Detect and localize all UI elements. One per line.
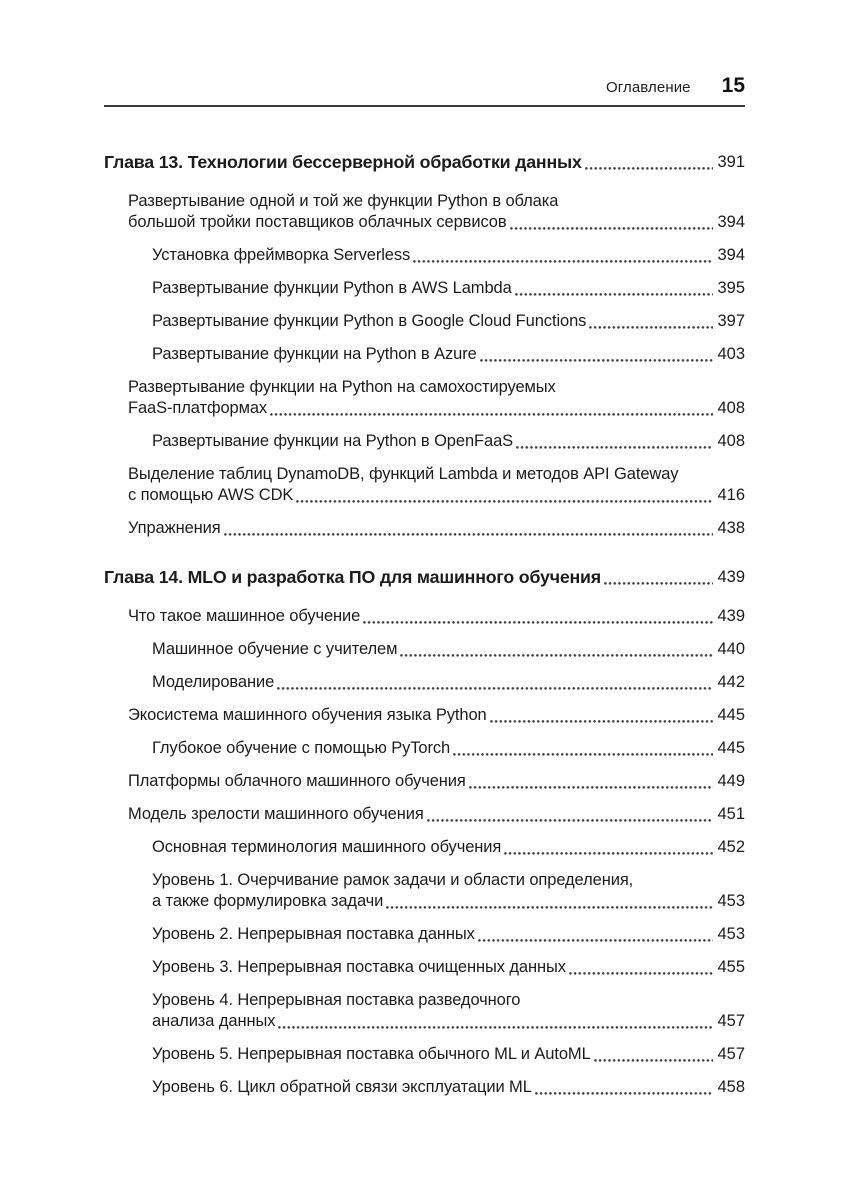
toc-entry [104, 518, 745, 539]
toc-entry [104, 245, 745, 266]
toc-entry-title: анализа данных [152, 1012, 276, 1030]
running-head: Оглавление [606, 79, 691, 96]
toc-entry-page-number: 457 [717, 1012, 745, 1030]
toc-entry-line [152, 311, 745, 332]
toc-entry-title: Развертывание функции на Python на самохостируемых [128, 378, 556, 396]
leader-dots [510, 212, 714, 233]
toc-entry-line [152, 639, 745, 660]
toc-entry-page-number: 416 [717, 486, 745, 504]
toc-entry-line [128, 485, 745, 506]
toc-entry-line [128, 804, 745, 825]
toc-entry-title: FaaS-платформах [128, 399, 268, 417]
toc-entry-page-number: 451 [717, 805, 745, 823]
toc-entry-line [152, 738, 745, 759]
toc-entry [104, 870, 745, 912]
toc-entry-line [128, 464, 745, 485]
toc-entry-line [152, 431, 745, 452]
toc-entry [104, 837, 745, 858]
toc-entry-page-number: 397 [717, 312, 745, 330]
toc-entry [104, 672, 745, 693]
toc-entry-page-number: 438 [717, 519, 745, 537]
toc-entry-line [152, 278, 745, 299]
toc-entry-page-number: 408 [717, 432, 745, 450]
leader-dots [478, 924, 714, 945]
toc-entry-title: Развертывание функции на Python в OpenFaaS [152, 432, 514, 450]
toc-entry-line [128, 771, 745, 792]
toc-entry-page-number: 395 [717, 279, 745, 297]
leader-dots [604, 567, 714, 588]
leader-dots [480, 344, 714, 365]
toc-entry-line [152, 344, 745, 365]
toc-entry [104, 639, 745, 660]
toc-entry-line [152, 990, 745, 1011]
toc-entry-line [128, 212, 745, 233]
leader-dots [277, 672, 713, 693]
toc-entry-page-number: 394 [717, 213, 745, 231]
toc-entry [104, 924, 745, 945]
toc-entry [104, 311, 745, 332]
leader-dots [535, 1077, 714, 1098]
toc-entry-title: Развертывание функции Python в Google Cloud Functions [152, 312, 587, 330]
toc-entry [104, 1044, 745, 1065]
toc-entry [104, 464, 745, 506]
toc-entry-title: Упражнения [128, 519, 221, 537]
toc-entry [104, 738, 745, 759]
leader-dots [516, 431, 713, 452]
page-content [104, 0, 745, 1138]
toc-entry-line [128, 705, 745, 726]
toc-entry [104, 344, 745, 365]
toc-list [104, 152, 745, 1138]
toc-entry-line [104, 567, 745, 588]
toc-entry-page-number: 455 [717, 958, 745, 976]
leader-dots [363, 606, 713, 627]
page-header [104, 0, 745, 107]
toc-entry-title: большой тройки поставщиков облачных сервисов [128, 213, 507, 231]
toc-entry-title: Глава 14. MLO и разработка ПО для машинного обучения [104, 567, 601, 587]
leader-dots [386, 891, 713, 912]
toc-entry-line [128, 518, 745, 539]
leader-dots [278, 1011, 713, 1032]
toc-entry-title: Глубокое обучение с помощью PyTorch [152, 739, 451, 757]
toc-entry-line [152, 891, 745, 912]
toc-entry-title: Уровень 3. Непрерывная поставка очищенных данных [152, 958, 566, 976]
leader-dots [427, 804, 714, 825]
toc-entry-page-number: 458 [717, 1078, 745, 1096]
toc-entry-line [128, 398, 745, 419]
leader-dots [413, 245, 713, 266]
toc-entry-title: с помощью AWS CDK [128, 486, 294, 504]
toc-entry-line [152, 837, 745, 858]
toc-entry-title: Моделирование [152, 673, 275, 691]
toc-entry-title: Выделение таблиц DynamoDB, функций Lambda и методов API Gateway [128, 465, 679, 483]
toc-entry-title: а также формулировка задачи [152, 892, 384, 910]
toc-entry-title: Уровень 1. Очерчивание рамок задачи и области определения, [152, 871, 634, 889]
toc-entry [104, 567, 745, 588]
toc-entry-line [152, 957, 745, 978]
folio-page-number: 15 [721, 74, 745, 97]
toc-entry-line [104, 152, 745, 173]
toc-entry-title: Экосистема машинного обучения языка Python [128, 706, 487, 724]
toc-entry-page-number: 394 [717, 246, 745, 264]
toc-entry-line [128, 606, 745, 627]
leader-dots [589, 311, 713, 332]
toc-entry [104, 804, 745, 825]
toc-entry-line [152, 924, 745, 945]
toc-entry-title: Развертывание функции на Python в Azure [152, 345, 477, 363]
toc-entry [104, 705, 745, 726]
toc-entry-page-number: 439 [717, 568, 745, 586]
leader-dots [569, 957, 714, 978]
toc-entry-title: Глава 13. Технологии бессерверной обработки данных [104, 152, 582, 172]
toc-entry-title: Что такое машинное обучение [128, 607, 361, 625]
toc-entry-title: Основная терминология машинного обучения [152, 838, 502, 856]
toc-entry-title: Машинное обучение с учителем [152, 640, 398, 658]
toc-entry-title: Установка фреймворка Serverless [152, 246, 411, 264]
toc-entry-page-number: 408 [717, 399, 745, 417]
toc-entry-page-number: 403 [717, 345, 745, 363]
toc-entry [104, 278, 745, 299]
toc-entry [104, 1077, 745, 1098]
toc-entry-page-number: 452 [717, 838, 745, 856]
leader-dots [453, 738, 713, 759]
toc-entry [104, 191, 745, 233]
leader-dots [490, 705, 714, 726]
toc-entry [104, 377, 745, 419]
toc-entry-page-number: 453 [717, 925, 745, 943]
toc-entry-title: Уровень 2. Непрерывная поставка данных [152, 925, 475, 943]
leader-dots [224, 518, 714, 539]
toc-entry-line [152, 1011, 745, 1032]
toc-entry-page-number: 453 [717, 892, 745, 910]
toc-entry-page-number: 442 [717, 673, 745, 691]
toc-entry-page-number: 457 [717, 1045, 745, 1063]
toc-entry-line [152, 870, 745, 891]
leader-dots [270, 398, 713, 419]
leader-dots [515, 278, 714, 299]
toc-entry [104, 431, 745, 452]
toc-entry-page-number: 445 [717, 706, 745, 724]
toc-entry-title: Развертывание одной и той же функции Python в облака [128, 192, 559, 210]
toc-entry-page-number: 440 [717, 640, 745, 658]
leader-dots [400, 639, 713, 660]
toc-entry-line [152, 245, 745, 266]
toc-entry-title: Уровень 4. Непрерывная поставка разведочного [152, 991, 521, 1009]
toc-entry-title: Уровень 5. Непрерывная поставка обычного ML и AutoML [152, 1045, 591, 1063]
toc-entry-page-number: 449 [717, 772, 745, 790]
toc-entry-title: Уровень 6. Цикл обратной связи эксплуатации ML [152, 1078, 532, 1096]
toc-entry-line [128, 377, 745, 398]
toc-entry [104, 152, 745, 173]
toc-entry-page-number: 439 [717, 607, 745, 625]
leader-dots [594, 1044, 714, 1065]
toc-entry-title: Платформы облачного машинного обучения [128, 772, 466, 790]
toc-entry-title: Модель зрелости машинного обучения [128, 805, 424, 823]
leader-dots [296, 485, 713, 506]
toc-entry-line [128, 191, 745, 212]
toc-entry-line [152, 1044, 745, 1065]
leader-dots [585, 152, 714, 173]
leader-dots [469, 771, 714, 792]
toc-entry [104, 606, 745, 627]
toc-entry [104, 771, 745, 792]
toc-entry-line [152, 672, 745, 693]
toc-entry-line [152, 1077, 745, 1098]
toc-entry [104, 990, 745, 1032]
toc-entry [104, 957, 745, 978]
leader-dots [504, 837, 713, 858]
toc-entry-page-number: 391 [717, 153, 745, 171]
toc-entry-page-number: 445 [717, 739, 745, 757]
toc-entry-title: Развертывание функции Python в AWS Lambda [152, 279, 512, 297]
